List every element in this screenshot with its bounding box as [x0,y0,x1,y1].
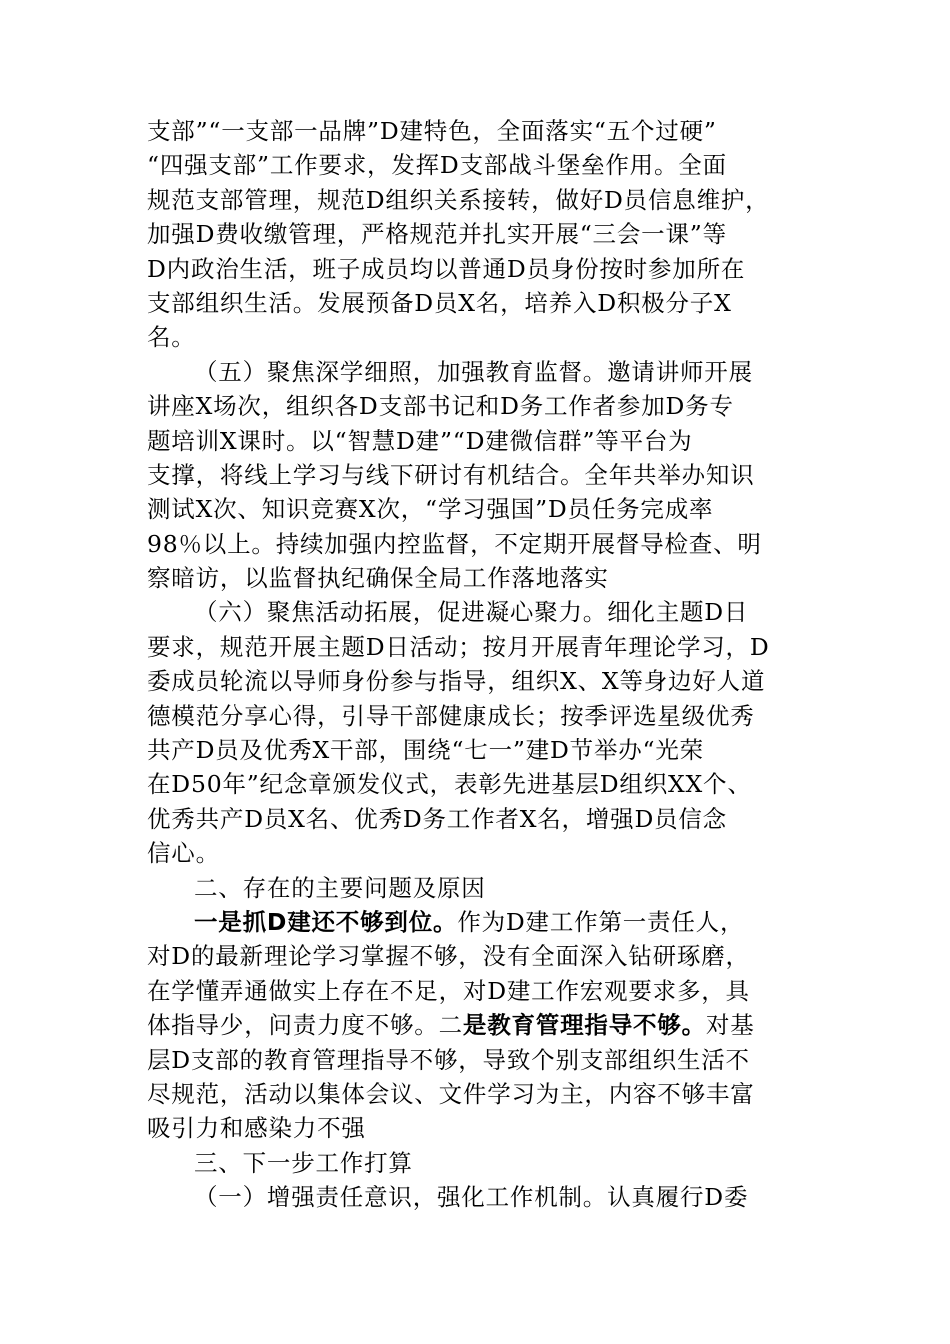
text-line: D内政治生活，班子成员均以普通D员身份按时参加所在 [147,254,746,283]
problem-1-title: 一是抓D建还不够到位。 [194,907,458,936]
text-line: 信心。 [147,839,220,868]
text-line: 察暗访，以监督执纪确保全局工作落地落实 [147,564,609,593]
text-run: 体指导少，问责力度不够。二 [147,1011,463,1040]
text-line: 98％以上。持续加强内控监督，不定期开展督导检查、明 [147,529,762,558]
document-body [147,114,807,1215]
problem-2-line [147,1008,807,1042]
text-line: 支部组织生活。发展预备D员X名，培养入D积极分子X [147,288,732,317]
text-line: 在D50年”纪念章颁发仪式，表彰先进基层D组织XX个、 [147,770,752,799]
text-line: 层D支部的教育管理指导不够，导致个别支部组织生活不 [147,1045,750,1074]
section-6-first-line: （六）聚焦活动拓展，促进凝心聚力。细化主题D日 [194,598,749,627]
text-line: 加强D费收缴管理，严格规范并扎实开展“三会一课”等 [147,220,727,249]
text-line: 讲座X场次，组织各D支部书记和D务工作者参加D务专 [147,392,734,421]
text-line: 支部”“一支部一品牌”D建特色，全面落实“五个过硬” [147,117,717,145]
text-line: 尽规范，活动以集体会议、文件学习为主，内容不够丰富 [147,1079,755,1108]
text-line: “四强支部”工作要求，发挥D支部战斗堡垒作用。全面 [147,151,727,180]
text-line: 要求，规范开展主题D日活动；按月开展青年理论学习，D [147,632,770,661]
text-line: 规范支部管理，规范D组织关系接转，做好D员信息维护， [147,185,770,214]
text-line: 支撑，将线上学习与线下研讨有机结合。全年共举办知识 [147,460,755,489]
next-step-1-first-line: （一）增强责任意识，强化工作机制。认真履行D委 [194,1183,749,1212]
text-line: 德模范分享心得，引导干部健康成长；按季评选星级优秀 [147,701,755,730]
section-heading-problems: 二、存在的主要问题及原因 [194,873,486,902]
text-line: 对D的最新理论学习掌握不够，没有全面深入钻研琢磨， [147,942,750,971]
text-line: 题培训X课时。以“智慧D建”“D建微信群”等平台为 [147,426,693,455]
text-line: 委成员轮流以导师身份参与指导，组织X、X等身边好人道 [147,667,766,696]
problem-1-first-line [147,905,807,939]
text-line: 优秀共产D员X名、优秀D务工作者X名，增强D员信念 [147,804,727,833]
section-heading-next-steps: 三、下一步工作打算 [194,1148,413,1177]
text-run: 对基 [705,1011,755,1040]
text-line: 名。 [147,323,196,352]
text-run: 作为D建工作第一责任人， [457,907,745,936]
problem-2-title: 是教育管理指导不够。 [462,1011,706,1040]
text-line: 在学懂弄通做实上存在不足，对D建工作宏观要求多，具 [147,976,750,1005]
section-5-first-line: （五）聚焦深学细照，加强教育监督。邀请讲师开展 [194,357,753,386]
text-line: 测试X次、知识竞赛X次，“学习强国”D员任务完成率 [147,495,714,524]
text-line: 吸引力和感染力不强 [147,1114,366,1143]
text-line: 共产D员及优秀X干部，围绕“七一”建D节举办“光荣 [147,736,704,765]
